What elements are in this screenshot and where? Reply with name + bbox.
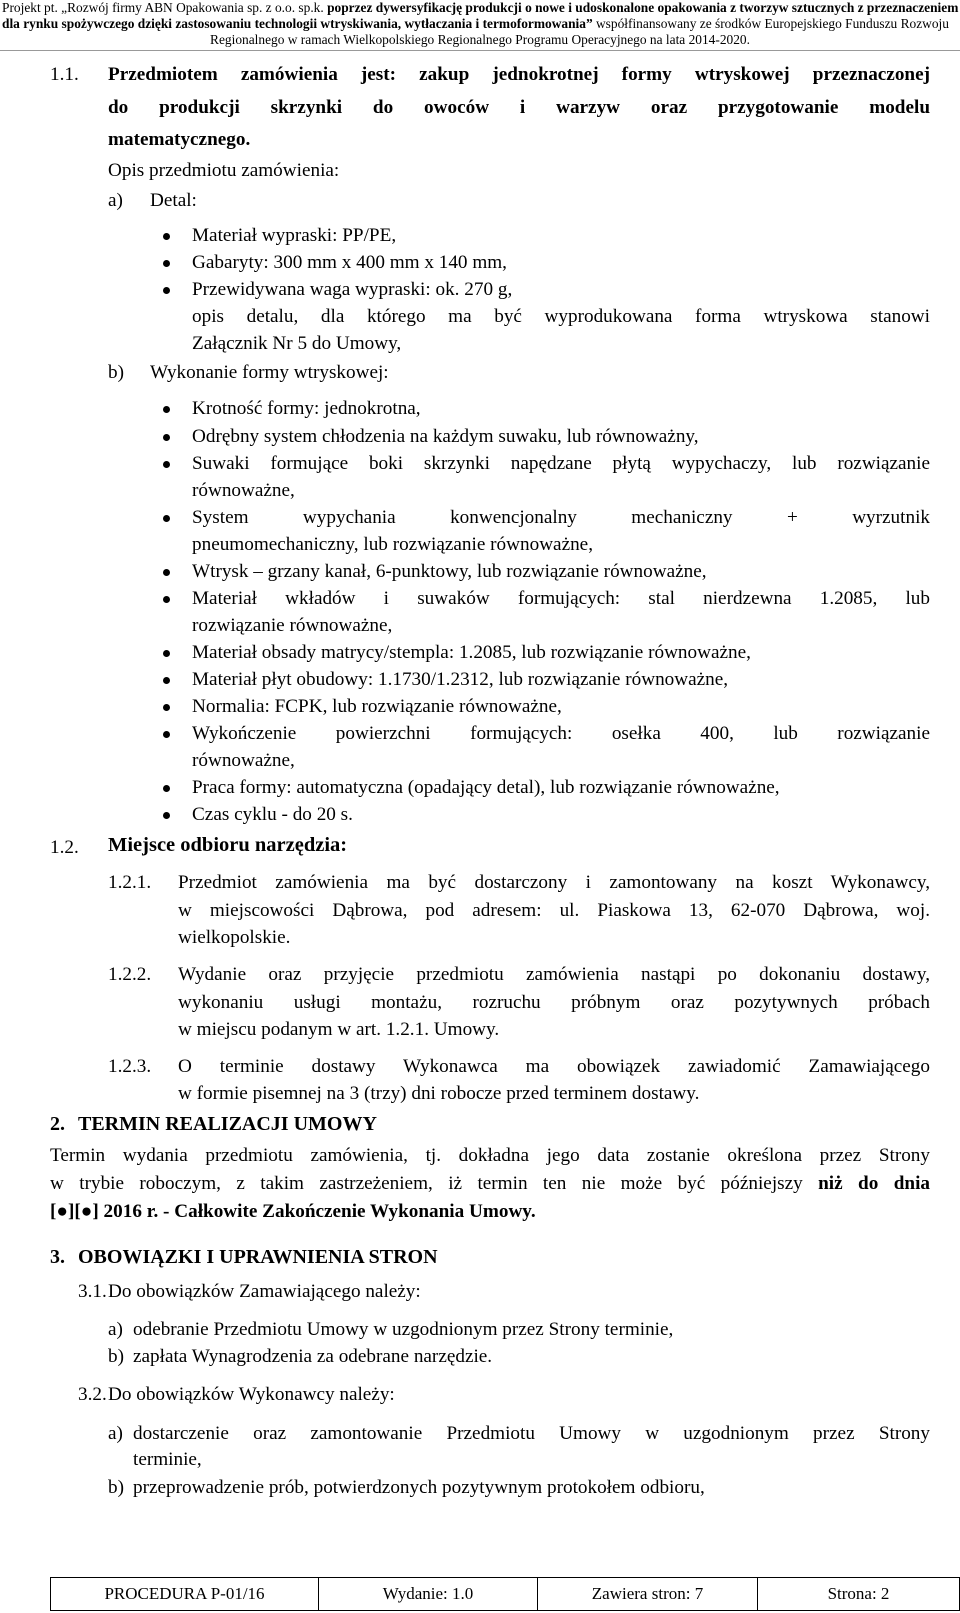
- s11-heading-line-3: matematycznego.: [108, 129, 251, 150]
- s11-heading-line-2: do produkcji skrzynki do owoców i warzyw oraz przygotowanie modelu: [108, 97, 930, 118]
- section-3-1-title: Do obowiązków Zamawiającego należy:: [108, 1281, 421, 1302]
- mold-item: Praca formy: automatyczna (opadający detal), lub rozwiązanie równoważne,: [192, 777, 780, 798]
- header-line-2: [2, 16, 949, 33]
- section-number-1-2: 1.2.: [50, 837, 79, 858]
- page-header: [0, 0, 960, 48]
- paragraph-line: Wydanie oraz przyjęcie przedmiotu zamówienia nastąpi po dokonaniu dostawy,: [178, 964, 930, 985]
- page-footer: [50, 1577, 960, 1611]
- mold-item: System wypychania konwencjonalny mechaniczny + wyrzutnik: [192, 507, 930, 528]
- list-label: a): [108, 1423, 123, 1444]
- list-label-b: b): [108, 362, 124, 383]
- paragraph-number: 1.2.2.: [108, 964, 152, 985]
- section-number-3-2: 3.2.: [78, 1384, 107, 1405]
- mold-item: Materiał obsady matrycy/stempla: 1.2085, lub rozwiązanie równoważne,: [192, 642, 751, 663]
- mold-item: Normalia: FCPK, lub rozwiązanie równoważne,: [192, 696, 562, 717]
- s11-description-label: Opis przedmiotu zamówienia:: [108, 160, 340, 181]
- mold-item: Czas cyklu - do 20 s.: [192, 804, 353, 825]
- paragraph-line: wykonaniu usługi montażu, rozruchu próbnym oraz pozytywnych próbach: [178, 992, 930, 1013]
- section-2-line-3: [●][●] 2016 r. - Całkowite Zakończenie Wykonania Umowy.: [50, 1201, 536, 1222]
- bullet-icon: [163, 515, 170, 522]
- paragraph-line: w miejscowości Dąbrowa, pod adresem: ul. Piaskowa 13, 62-070 Dąbrowa, woj.: [178, 900, 930, 921]
- footer-procedure: PROCEDURA P-01/16: [51, 1578, 319, 1610]
- mold-item: równoważne,: [192, 750, 295, 771]
- paragraph-line: Przedmiot zamówienia ma być dostarczony i zamontowany na koszt Wykonawcy,: [178, 872, 930, 893]
- section-2-title: TERMIN REALIZACJI UMOWY: [78, 1113, 377, 1135]
- bullet-icon: [163, 812, 170, 819]
- list-item: dostarczenie oraz zamontowanie Przedmiotu Umowy w uzgodnionym przez Strony: [133, 1423, 930, 1444]
- paragraph-line: wielkopolskie.: [178, 927, 291, 948]
- detail-item: Gabaryty: 300 mm x 400 mm x 140 mm,: [192, 252, 507, 273]
- bullet-icon: [163, 569, 170, 576]
- header-project-desc-2: dla rynku spożywczego dzięki zastosowaniu technologii wtryskiwania, wytłaczania i termoformowania”: [2, 16, 593, 31]
- section-number-3: 3.: [50, 1246, 65, 1268]
- mold-title: Wykonanie formy wtryskowej:: [150, 362, 389, 383]
- detail-item: Załącznik Nr 5 do Umowy,: [192, 333, 402, 354]
- mold-item: rozwiązanie równoważne,: [192, 615, 393, 636]
- section-2-line-2-text: w trybie roboczym, z takim zastrzeżeniem, iż termin ten nie może być późniejszy: [50, 1173, 819, 1194]
- paragraph-line: w formie pisemnej na 3 (trzy) dni robocze przed terminem dostawy.: [178, 1083, 700, 1104]
- mold-item: Krotność formy: jednokrotna,: [192, 398, 421, 419]
- list-label: b): [108, 1477, 124, 1498]
- list-label-a: a): [108, 190, 123, 211]
- header-project-name: Projekt pt. „Rozwój firmy ABN Opakowania sp. z o.o. sp.k.: [2, 0, 324, 15]
- paragraph-number: 1.2.1.: [108, 872, 152, 893]
- bullet-icon: [163, 461, 170, 468]
- bullet-icon: [163, 596, 170, 603]
- list-item: odebranie Przedmiotu Umowy w uzgodnionym przez Strony terminie,: [133, 1319, 674, 1340]
- footer-page-number: Strona: 2: [827, 1584, 890, 1603]
- section-2-line-1: Termin wydania przedmiotu zamówienia, tj. dokładna jego data zostanie określona przez Strony: [50, 1145, 930, 1166]
- bullet-icon: [163, 406, 170, 413]
- bullet-icon: [163, 434, 170, 441]
- list-item: przeprowadzenie prób, potwierdzonych pozytywnym protokołem odbioru,: [133, 1477, 705, 1498]
- section-2-deadline-bold: niż do dnia: [818, 1173, 930, 1194]
- list-label: b): [108, 1346, 124, 1367]
- s12-heading: Miejsce odbioru narzędzia:: [108, 834, 348, 856]
- detail-title: Detal:: [150, 190, 197, 211]
- mold-item: Suwaki formujące boki skrzynki napędzane płytą wypychaczy, lub rozwiązanie: [192, 453, 930, 474]
- bullet-icon: [163, 731, 170, 738]
- detail-item: opis detalu, dla którego ma być wyprodukowana forma wtryskowa stanowi: [192, 306, 930, 327]
- header-line-1: [2, 0, 958, 17]
- mold-item: Wykończenie powierzchni formujących: osełka 400, lub rozwiązanie: [192, 723, 930, 744]
- section-number-2: 2.: [50, 1113, 65, 1135]
- header-divider: [0, 50, 960, 51]
- section-number-1-1: 1.1.: [50, 64, 79, 85]
- list-label: a): [108, 1319, 123, 1340]
- header-funding: współfinansowany ze środków Europejskiego Funduszu Rozwoju: [592, 16, 949, 31]
- paragraph-number: 1.2.3.: [108, 1056, 152, 1077]
- bullet-icon: [163, 650, 170, 657]
- section-number-3-1: 3.1.: [78, 1281, 107, 1302]
- section-3-2-title: Do obowiązków Wykonawcy należy:: [108, 1384, 395, 1405]
- list-item: zapłata Wynagrodzenia za odebrane narzędzie.: [133, 1346, 493, 1367]
- mold-item: Odrębny system chłodzenia na każdym suwaku, lub równoważny,: [192, 426, 699, 447]
- header-line-3: Regionalnego w ramach Wielkopolskiego Regionalnego Programu Operacyjnego na lata 2014-2020.: [210, 32, 750, 47]
- bullet-icon: [163, 785, 170, 792]
- mold-item: Wtrysk – grzany kanał, 6-punktowy, lub rozwiązanie równoważne,: [192, 561, 707, 582]
- list-item: terminie,: [133, 1449, 202, 1470]
- bullet-icon: [163, 287, 170, 294]
- bullet-icon: [163, 704, 170, 711]
- paragraph-line: w miejscu podanym w art. 1.2.1. Umowy.: [178, 1019, 500, 1040]
- bullet-icon: [163, 260, 170, 267]
- detail-item: Przewidywana waga wypraski: ok. 270 g,: [192, 279, 513, 300]
- mold-item: Materiał płyt obudowy: 1.1730/1.2312, lub rozwiązanie równoważne,: [192, 669, 729, 690]
- paragraph-line: O terminie dostawy Wykonawca ma obowiązek zawiadomić Zamawiającego: [178, 1056, 930, 1077]
- bullet-icon: [163, 677, 170, 684]
- detail-item: Materiał wypraski: PP/PE,: [192, 225, 397, 246]
- mold-item: Materiał wkładów i suwaków formujących: stal nierdzewna 1.2085, lub: [192, 588, 930, 609]
- s11-heading-line-1: Przedmiotem zamówienia jest: zakup jednokrotnej formy wtryskowej przeznaczonej: [108, 64, 930, 85]
- header-project-desc-1: poprzez dywersyfikację produkcji o nowe i udoskonalone opakowania z tworzyw sztucznych z przeznaczeniem: [327, 0, 959, 15]
- bullet-icon: [163, 233, 170, 240]
- section-2-line-2: [50, 1171, 930, 1196]
- mold-item: równoważne,: [192, 480, 295, 501]
- footer-edition: Wydanie: 1.0: [319, 1578, 538, 1610]
- section-3-title: OBOWIĄZKI I UPRAWNIENIA STRON: [78, 1246, 438, 1268]
- footer-page-count: Zawiera stron: 7: [538, 1578, 758, 1610]
- mold-item: pneumomechaniczny, lub rozwiązanie równoważne,: [192, 534, 593, 555]
